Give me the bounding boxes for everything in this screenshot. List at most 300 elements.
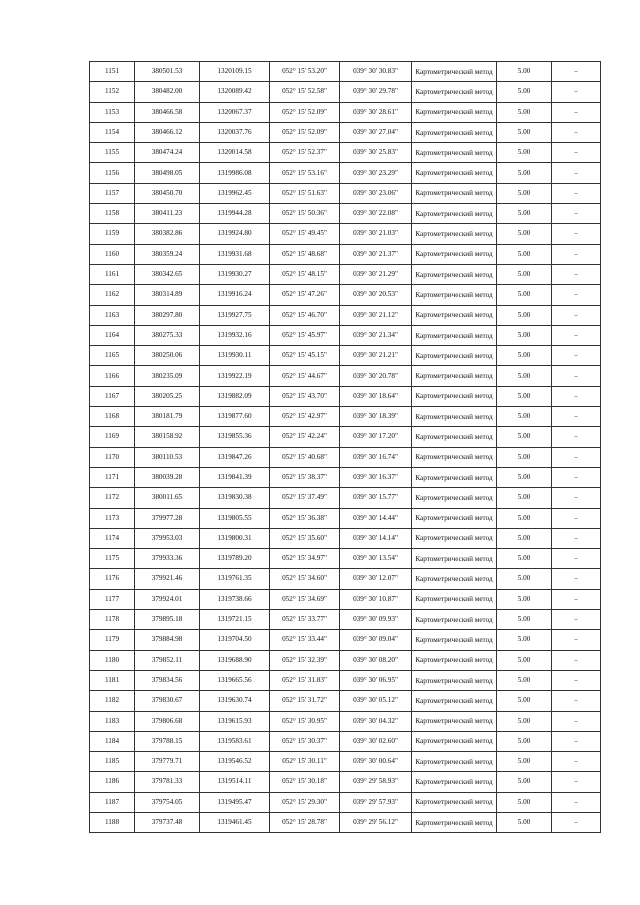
latitude-cell: 052° 15' 36.38" [270,508,340,528]
y-coordinate-cell: 1319583.61 [200,731,270,751]
latitude-cell: 052° 15' 33.77" [270,610,340,630]
y-coordinate-cell: 1319721.15 [200,610,270,630]
table-row [90,427,601,447]
note-cell: – [552,183,601,203]
x-coordinate-cell: 379977.28 [135,508,200,528]
note-cell: – [552,386,601,406]
point-number-cell: 1165 [90,346,135,366]
accuracy-cell: 5.00 [497,346,552,366]
table-row [90,224,601,244]
table-row [90,711,601,731]
longitude-cell: 039° 30' 25.83" [340,143,412,163]
latitude-cell: 052° 15' 34.97" [270,549,340,569]
latitude-cell: 052° 15' 43.70" [270,386,340,406]
point-number-cell: 1164 [90,325,135,345]
y-coordinate-cell: 1319882.09 [200,386,270,406]
method-cell: Картометрический метод [412,812,497,832]
accuracy-cell: 5.00 [497,163,552,183]
table-row [90,285,601,305]
longitude-cell: 039° 30' 21.37" [340,244,412,264]
point-number-cell: 1176 [90,569,135,589]
x-coordinate-cell: 379788.15 [135,731,200,751]
table-row [90,589,601,609]
x-coordinate-cell: 380359.24 [135,244,200,264]
point-number-cell: 1178 [90,610,135,630]
accuracy-cell: 5.00 [497,610,552,630]
note-cell: – [552,650,601,670]
y-coordinate-cell: 1319789.20 [200,549,270,569]
accuracy-cell: 5.00 [497,752,552,772]
x-coordinate-cell: 380466.12 [135,122,200,142]
latitude-cell: 052° 15' 50.36" [270,204,340,224]
table-body [90,62,601,833]
x-coordinate-cell: 380110.53 [135,447,200,467]
latitude-cell: 052° 15' 28.78" [270,812,340,832]
point-number-cell: 1173 [90,508,135,528]
accuracy-cell: 5.00 [497,62,552,82]
note-cell: – [552,549,601,569]
method-cell: Картометрический метод [412,508,497,528]
table-row [90,447,601,467]
accuracy-cell: 5.00 [497,569,552,589]
point-number-cell: 1175 [90,549,135,569]
latitude-cell: 052° 15' 30.18" [270,772,340,792]
accuracy-cell: 5.00 [497,204,552,224]
method-cell: Картометрический метод [412,366,497,386]
x-coordinate-cell: 379737.48 [135,812,200,832]
point-number-cell: 1162 [90,285,135,305]
accuracy-cell: 5.00 [497,711,552,731]
accuracy-cell: 5.00 [497,285,552,305]
accuracy-cell: 5.00 [497,183,552,203]
note-cell: – [552,772,601,792]
longitude-cell: 039° 30' 18.39" [340,407,412,427]
x-coordinate-cell: 379933.36 [135,549,200,569]
y-coordinate-cell: 1320089.42 [200,82,270,102]
point-number-cell: 1166 [90,366,135,386]
longitude-cell: 039° 30' 12.07" [340,569,412,589]
longitude-cell: 039° 29' 56.12" [340,812,412,832]
note-cell: – [552,792,601,812]
latitude-cell: 052° 15' 46.70" [270,305,340,325]
method-cell: Картометрический метод [412,569,497,589]
table-row [90,610,601,630]
y-coordinate-cell: 1319615.93 [200,711,270,731]
accuracy-cell: 5.00 [497,650,552,670]
method-cell: Картометрический метод [412,691,497,711]
point-number-cell: 1159 [90,224,135,244]
method-cell: Картометрический метод [412,102,497,122]
latitude-cell: 052° 15' 42.24" [270,427,340,447]
table-row [90,325,601,345]
y-coordinate-cell: 1319461.45 [200,812,270,832]
note-cell: – [552,122,601,142]
table-row [90,346,601,366]
note-cell: – [552,427,601,447]
x-coordinate-cell: 380314.89 [135,285,200,305]
x-coordinate-cell: 380382.86 [135,224,200,244]
table-row [90,366,601,386]
y-coordinate-cell: 1320109.15 [200,62,270,82]
y-coordinate-cell: 1320037.76 [200,122,270,142]
point-number-cell: 1183 [90,711,135,731]
latitude-cell: 052° 15' 44.67" [270,366,340,386]
y-coordinate-cell: 1319800.31 [200,528,270,548]
longitude-cell: 039° 30' 21.21" [340,346,412,366]
note-cell: – [552,224,601,244]
method-cell: Картометрический метод [412,346,497,366]
note-cell: – [552,407,601,427]
latitude-cell: 052° 15' 33.44" [270,630,340,650]
point-number-cell: 1188 [90,812,135,832]
latitude-cell: 052° 15' 34.60" [270,569,340,589]
accuracy-cell: 5.00 [497,407,552,427]
longitude-cell: 039° 30' 21.34" [340,325,412,345]
note-cell: – [552,467,601,487]
latitude-cell: 052° 15' 30.95" [270,711,340,731]
x-coordinate-cell: 379921.46 [135,569,200,589]
method-cell: Картометрический метод [412,143,497,163]
method-cell: Картометрический метод [412,528,497,548]
table-row [90,630,601,650]
latitude-cell: 052° 15' 51.63" [270,183,340,203]
latitude-cell: 052° 15' 42.97" [270,407,340,427]
longitude-cell: 039° 30' 20.78" [340,366,412,386]
x-coordinate-cell: 380450.70 [135,183,200,203]
accuracy-cell: 5.00 [497,366,552,386]
y-coordinate-cell: 1319924.80 [200,224,270,244]
y-coordinate-cell: 1319922.19 [200,366,270,386]
longitude-cell: 039° 30' 23.06" [340,183,412,203]
x-coordinate-cell: 379830.67 [135,691,200,711]
method-cell: Картометрический метод [412,305,497,325]
note-cell: – [552,82,601,102]
point-number-cell: 1153 [90,102,135,122]
point-number-cell: 1185 [90,752,135,772]
y-coordinate-cell: 1319805.55 [200,508,270,528]
longitude-cell: 039° 30' 06.95" [340,670,412,690]
y-coordinate-cell: 1319704.50 [200,630,270,650]
latitude-cell: 052° 15' 35.60" [270,528,340,548]
x-coordinate-cell: 380501.53 [135,62,200,82]
point-number-cell: 1171 [90,467,135,487]
method-cell: Картометрический метод [412,224,497,244]
latitude-cell: 052° 15' 37.49" [270,488,340,508]
y-coordinate-cell: 1319855.36 [200,427,270,447]
x-coordinate-cell: 379754.05 [135,792,200,812]
table-row [90,488,601,508]
longitude-cell: 039° 30' 08.20" [340,650,412,670]
accuracy-cell: 5.00 [497,812,552,832]
note-cell: – [552,366,601,386]
accuracy-cell: 5.00 [497,305,552,325]
table-row [90,772,601,792]
accuracy-cell: 5.00 [497,447,552,467]
x-coordinate-cell: 380342.65 [135,264,200,284]
x-coordinate-cell: 380498.05 [135,163,200,183]
latitude-cell: 052° 15' 52.37" [270,143,340,163]
method-cell: Картометрический метод [412,731,497,751]
latitude-cell: 052° 15' 52.09" [270,122,340,142]
longitude-cell: 039° 30' 14.14" [340,528,412,548]
point-number-cell: 1161 [90,264,135,284]
accuracy-cell: 5.00 [497,488,552,508]
method-cell: Картометрический метод [412,711,497,731]
latitude-cell: 052° 15' 40.68" [270,447,340,467]
table-row [90,508,601,528]
latitude-cell: 052° 15' 29.30" [270,792,340,812]
method-cell: Картометрический метод [412,427,497,447]
note-cell: – [552,102,601,122]
longitude-cell: 039° 30' 09.04" [340,630,412,650]
accuracy-cell: 5.00 [497,630,552,650]
latitude-cell: 052° 15' 31.72" [270,691,340,711]
note-cell: – [552,204,601,224]
x-coordinate-cell: 379852.11 [135,650,200,670]
longitude-cell: 039° 30' 13.54" [340,549,412,569]
method-cell: Картометрический метод [412,752,497,772]
point-number-cell: 1154 [90,122,135,142]
longitude-cell: 039° 30' 18.64" [340,386,412,406]
longitude-cell: 039° 30' 14.44" [340,508,412,528]
accuracy-cell: 5.00 [497,792,552,812]
table-row [90,386,601,406]
longitude-cell: 039° 30' 04.32" [340,711,412,731]
note-cell: – [552,346,601,366]
y-coordinate-cell: 1319546.52 [200,752,270,772]
x-coordinate-cell: 380474.24 [135,143,200,163]
method-cell: Картометрический метод [412,589,497,609]
accuracy-cell: 5.00 [497,772,552,792]
method-cell: Картометрический метод [412,264,497,284]
accuracy-cell: 5.00 [497,731,552,751]
longitude-cell: 039° 30' 21.29" [340,264,412,284]
accuracy-cell: 5.00 [497,549,552,569]
note-cell: – [552,62,601,82]
point-number-cell: 1158 [90,204,135,224]
latitude-cell: 052° 15' 53.20" [270,62,340,82]
longitude-cell: 039° 30' 09.93" [340,610,412,630]
note-cell: – [552,630,601,650]
table-row [90,792,601,812]
note-cell: – [552,670,601,690]
note-cell: – [552,691,601,711]
point-number-cell: 1181 [90,670,135,690]
point-number-cell: 1186 [90,772,135,792]
method-cell: Картометрический метод [412,122,497,142]
longitude-cell: 039° 30' 16.37" [340,467,412,487]
latitude-cell: 052° 15' 45.97" [270,325,340,345]
accuracy-cell: 5.00 [497,325,552,345]
accuracy-cell: 5.00 [497,386,552,406]
longitude-cell: 039° 30' 28.61" [340,102,412,122]
longitude-cell: 039° 30' 21.12" [340,305,412,325]
method-cell: Картометрический метод [412,467,497,487]
latitude-cell: 052° 15' 32.39" [270,650,340,670]
y-coordinate-cell: 1319688.90 [200,650,270,670]
note-cell: – [552,610,601,630]
longitude-cell: 039° 30' 22.08" [340,204,412,224]
note-cell: – [552,143,601,163]
latitude-cell: 052° 15' 47.26" [270,285,340,305]
longitude-cell: 039° 30' 05.12" [340,691,412,711]
table-row [90,204,601,224]
accuracy-cell: 5.00 [497,224,552,244]
accuracy-cell: 5.00 [497,528,552,548]
y-coordinate-cell: 1319841.39 [200,467,270,487]
table-row [90,407,601,427]
method-cell: Картометрический метод [412,772,497,792]
longitude-cell: 039° 30' 27.04" [340,122,412,142]
latitude-cell: 052° 15' 52.09" [270,102,340,122]
x-coordinate-cell: 380011.65 [135,488,200,508]
point-number-cell: 1151 [90,62,135,82]
table-row [90,812,601,832]
method-cell: Картометрический метод [412,183,497,203]
table-row [90,264,601,284]
y-coordinate-cell: 1319665.56 [200,670,270,690]
method-cell: Картометрический метод [412,285,497,305]
table-row [90,670,601,690]
table-row [90,305,601,325]
point-number-cell: 1155 [90,143,135,163]
x-coordinate-cell: 379781.33 [135,772,200,792]
y-coordinate-cell: 1319916.24 [200,285,270,305]
y-coordinate-cell: 1319495.47 [200,792,270,812]
longitude-cell: 039° 29' 58.93" [340,772,412,792]
accuracy-cell: 5.00 [497,691,552,711]
table-row [90,163,601,183]
table-row [90,569,601,589]
x-coordinate-cell: 380250.06 [135,346,200,366]
method-cell: Картометрический метод [412,386,497,406]
y-coordinate-cell: 1319847.26 [200,447,270,467]
longitude-cell: 039° 30' 21.03" [340,224,412,244]
point-number-cell: 1170 [90,447,135,467]
point-number-cell: 1169 [90,427,135,447]
y-coordinate-cell: 1319932.16 [200,325,270,345]
note-cell: – [552,285,601,305]
table-row [90,528,601,548]
note-cell: – [552,711,601,731]
note-cell: – [552,589,601,609]
table-row [90,752,601,772]
method-cell: Картометрический метод [412,204,497,224]
x-coordinate-cell: 380482.00 [135,82,200,102]
point-number-cell: 1160 [90,244,135,264]
method-cell: Картометрический метод [412,650,497,670]
accuracy-cell: 5.00 [497,264,552,284]
latitude-cell: 052° 15' 52.58" [270,82,340,102]
y-coordinate-cell: 1319962.45 [200,183,270,203]
x-coordinate-cell: 379884.98 [135,630,200,650]
point-number-cell: 1180 [90,650,135,670]
method-cell: Картометрический метод [412,163,497,183]
point-number-cell: 1179 [90,630,135,650]
note-cell: – [552,163,601,183]
method-cell: Картометрический метод [412,325,497,345]
x-coordinate-cell: 380158.92 [135,427,200,447]
point-number-cell: 1156 [90,163,135,183]
point-number-cell: 1174 [90,528,135,548]
latitude-cell: 052° 15' 30.11" [270,752,340,772]
accuracy-cell: 5.00 [497,670,552,690]
y-coordinate-cell: 1319877.60 [200,407,270,427]
y-coordinate-cell: 1319930.11 [200,346,270,366]
table-row [90,122,601,142]
note-cell: – [552,812,601,832]
method-cell: Картометрический метод [412,244,497,264]
y-coordinate-cell: 1319761.35 [200,569,270,589]
y-coordinate-cell: 1319986.08 [200,163,270,183]
table-row [90,143,601,163]
table-row [90,549,601,569]
note-cell: – [552,447,601,467]
x-coordinate-cell: 380039.28 [135,467,200,487]
accuracy-cell: 5.00 [497,122,552,142]
x-coordinate-cell: 379779.71 [135,752,200,772]
method-cell: Картометрический метод [412,407,497,427]
coordinates-table [89,61,601,833]
accuracy-cell: 5.00 [497,467,552,487]
longitude-cell: 039° 30' 10.87" [340,589,412,609]
latitude-cell: 052° 15' 49.45" [270,224,340,244]
table-row [90,691,601,711]
longitude-cell: 039° 30' 17.20" [340,427,412,447]
method-cell: Картометрический метод [412,630,497,650]
y-coordinate-cell: 1320067.37 [200,102,270,122]
accuracy-cell: 5.00 [497,244,552,264]
table-row [90,244,601,264]
point-number-cell: 1167 [90,386,135,406]
longitude-cell: 039° 30' 23.29" [340,163,412,183]
y-coordinate-cell: 1319514.11 [200,772,270,792]
x-coordinate-cell: 380275.33 [135,325,200,345]
latitude-cell: 052° 15' 53.16" [270,163,340,183]
point-number-cell: 1177 [90,589,135,609]
accuracy-cell: 5.00 [497,143,552,163]
longitude-cell: 039° 29' 57.93" [340,792,412,812]
latitude-cell: 052° 15' 34.69" [270,589,340,609]
x-coordinate-cell: 379834.56 [135,670,200,690]
x-coordinate-cell: 379806.68 [135,711,200,731]
longitude-cell: 039° 30' 00.64" [340,752,412,772]
latitude-cell: 052° 15' 45.15" [270,346,340,366]
note-cell: – [552,752,601,772]
accuracy-cell: 5.00 [497,427,552,447]
x-coordinate-cell: 380235.09 [135,366,200,386]
note-cell: – [552,569,601,589]
x-coordinate-cell: 379953.03 [135,528,200,548]
latitude-cell: 052° 15' 38.37" [270,467,340,487]
y-coordinate-cell: 1319931.68 [200,244,270,264]
point-number-cell: 1157 [90,183,135,203]
accuracy-cell: 5.00 [497,82,552,102]
longitude-cell: 039° 30' 20.53" [340,285,412,305]
latitude-cell: 052° 15' 31.83" [270,670,340,690]
accuracy-cell: 5.00 [497,508,552,528]
table-row [90,62,601,82]
y-coordinate-cell: 1319930.27 [200,264,270,284]
point-number-cell: 1172 [90,488,135,508]
longitude-cell: 039° 30' 30.83" [340,62,412,82]
note-cell: – [552,528,601,548]
note-cell: – [552,264,601,284]
x-coordinate-cell: 380466.58 [135,102,200,122]
y-coordinate-cell: 1319830.38 [200,488,270,508]
point-number-cell: 1184 [90,731,135,751]
note-cell: – [552,508,601,528]
